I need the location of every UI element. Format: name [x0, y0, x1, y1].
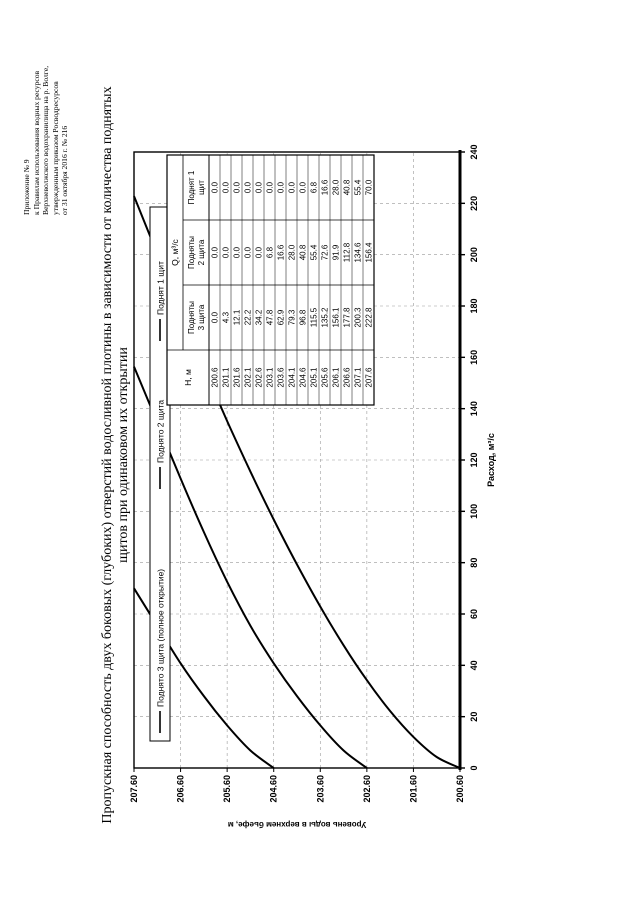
table-col-header: Поднят 1 [187, 170, 196, 205]
table-col-header: щит [197, 180, 206, 195]
table-cell: 40.8 [298, 244, 308, 261]
table-cell: 6.8 [265, 246, 275, 259]
y-axis-label: Уровень воды в верхнем бьефе, м [227, 820, 367, 829]
y-tick-label: 206.60 [175, 775, 186, 803]
table-cell: 0.0 [254, 246, 264, 259]
table-cell: 0.0 [221, 246, 231, 259]
table-col-header: 3 щита [197, 304, 206, 331]
table-col-header: Подняты [187, 301, 196, 334]
y-tick-label: 207.60 [129, 775, 139, 803]
table-cell: 201.6 [232, 367, 242, 388]
table-cell: 0.0 [210, 181, 220, 194]
x-tick-label: 160 [469, 349, 479, 365]
x-tick-label: 0 [469, 765, 479, 771]
table-cell: 0.0 [243, 246, 253, 259]
table-cell: 207.1 [353, 367, 363, 388]
table-cell: 135.2 [320, 307, 330, 328]
header-line: от 31 октября 2016 г. № 216 [60, 125, 70, 215]
table-col-header: Подняты [187, 236, 196, 269]
table-cell: 0.0 [287, 181, 297, 194]
table-cell: 6.8 [309, 181, 319, 194]
table-cell: 204.6 [298, 367, 308, 388]
table-cell: 115.5 [309, 307, 319, 328]
table-cell: 204.1 [287, 367, 297, 388]
table-cell: 4.3 [221, 311, 231, 324]
header-line: утвержденным приказом Росводресурсов [50, 81, 60, 215]
table-cell: 28.0 [287, 244, 297, 261]
table-cell: 206.6 [342, 367, 352, 388]
table-cell: 72.6 [320, 244, 330, 261]
table-cell: 206.1 [331, 367, 341, 388]
table-cell: 16.6 [276, 244, 286, 261]
table-cell: 0.0 [210, 246, 220, 259]
table-cell: 0.0 [254, 181, 264, 194]
x-axis-label: Расход, м³/с [486, 433, 496, 487]
table-cell: 70.0 [364, 179, 374, 196]
table-cell: 40.8 [342, 179, 352, 196]
table-cell: 200.3 [353, 307, 363, 328]
table-q-header: Q, м³/с [170, 239, 180, 266]
y-tick-label: 200.60 [455, 775, 465, 803]
table-cell: 201.1 [221, 367, 231, 388]
header-line: Верхневолжского водохранилища на р. Волге, [41, 65, 51, 215]
table-cell: 200.6 [210, 367, 220, 388]
table-cell: 28.0 [331, 179, 341, 196]
table-cell: 0.0 [298, 181, 308, 194]
table-cell: 47.8 [265, 309, 275, 326]
x-tick-label: 20 [469, 711, 479, 722]
x-tick-label: 200 [469, 247, 479, 263]
table-cell: 203.1 [265, 367, 275, 388]
table-cell: 55.4 [309, 244, 319, 261]
table-cell: 205.6 [320, 367, 330, 388]
table-cell: 202.1 [243, 367, 253, 388]
table-cell: 203.6 [276, 367, 286, 388]
table-cell: 0.0 [210, 311, 220, 324]
chart-title: Пропускная способность двух боковых (глубоких) отверстий водосливной плотины в зависимости от количества поднятых щитов при одинаковом их открытии [100, 86, 131, 824]
legend-label: Поднято 3 щита (полное открытие) [155, 568, 166, 707]
x-tick-label: 80 [469, 557, 479, 568]
x-tick-label: 180 [469, 298, 479, 314]
table-cell: 91.9 [331, 244, 341, 261]
table-cell: 16.6 [320, 179, 330, 196]
table-cell: 177.8 [342, 307, 352, 328]
table-cell: 96.8 [298, 309, 308, 326]
legend-label: Поднято 2 щита [155, 399, 166, 463]
table-col-header: 2 щита [197, 239, 206, 266]
table-h-header: Н, м [183, 369, 193, 386]
table-cell: 205.1 [309, 367, 319, 388]
table-cell: 112.8 [342, 242, 352, 263]
y-tick-label: 202.60 [361, 775, 372, 803]
table-cell: 134.6 [353, 242, 363, 263]
table-cell: 156.4 [364, 242, 374, 263]
table-cell: 0.0 [276, 181, 286, 194]
legend-label: Поднят 1 щит [155, 261, 166, 315]
table-cell: 62.9 [276, 309, 286, 326]
table-cell: 55.4 [353, 179, 363, 196]
table-cell: 207.6 [364, 367, 374, 388]
table-cell: 34.2 [254, 309, 264, 326]
x-tick-label: 100 [469, 503, 479, 519]
y-tick-label: 201.60 [408, 775, 419, 803]
table-cell: 0.0 [221, 181, 231, 194]
y-tick-label: 203.60 [315, 775, 326, 803]
x-tick-label: 60 [469, 608, 479, 620]
table-cell: 222.8 [364, 307, 374, 328]
x-tick-label: 140 [469, 401, 479, 417]
y-tick-label: 205.60 [222, 775, 233, 803]
table-cell: 0.0 [232, 246, 242, 259]
table-cell: 22.2 [243, 309, 253, 326]
table-cell: 202.6 [254, 367, 264, 388]
y-tick-label: 204.60 [268, 775, 279, 803]
table-cell: 0.0 [243, 181, 253, 194]
x-tick-label: 240 [469, 144, 479, 160]
table-cell: 79.3 [287, 309, 297, 326]
header-line: Приложение № 9 [22, 159, 31, 215]
x-tick-label: 40 [469, 660, 479, 671]
table-cell: 156.1 [331, 307, 341, 328]
table-cell: 0.0 [265, 181, 275, 194]
header-line: к Правилам использования водных ресурсов [31, 70, 41, 215]
x-tick-label: 120 [469, 452, 479, 468]
x-tick-label: 220 [469, 195, 479, 211]
table-cell: 0.0 [232, 181, 242, 194]
table-cell: 12.1 [232, 309, 242, 326]
